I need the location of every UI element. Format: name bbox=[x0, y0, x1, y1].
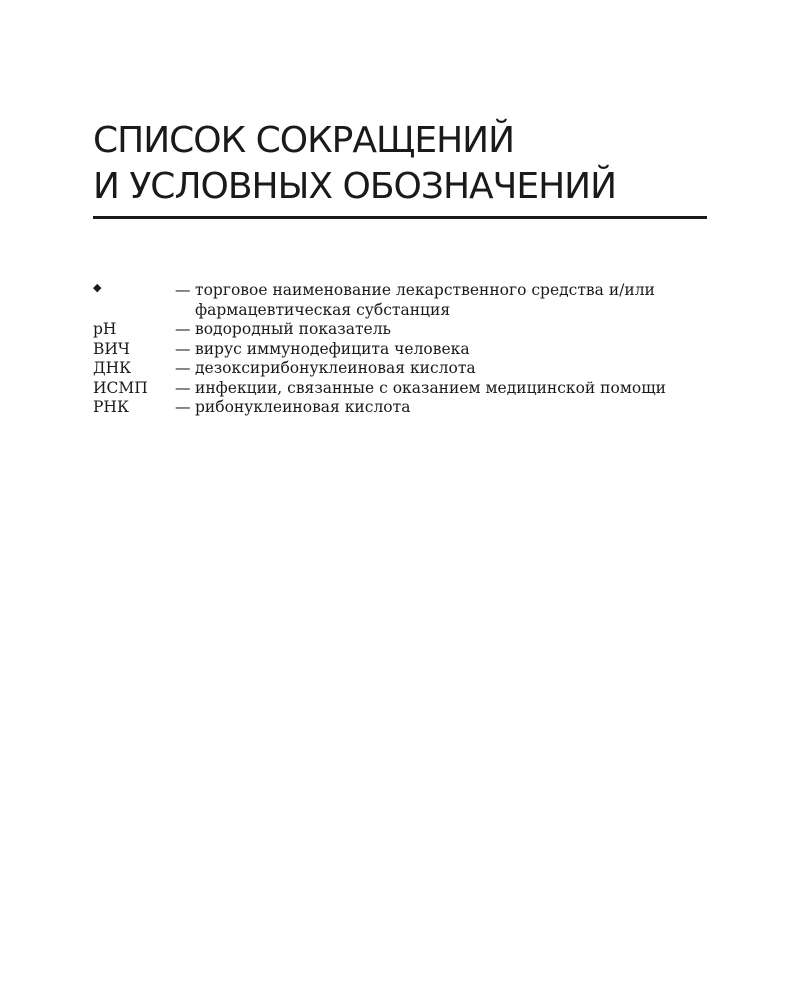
abbreviation-term: ИСМП bbox=[93, 378, 148, 397]
em-dash: — bbox=[175, 320, 191, 338]
abbreviation-term: РНК bbox=[93, 398, 129, 416]
page-title-line-2: И УСЛОВНЫХ ОБОЗНАЧЕНИЙ bbox=[93, 166, 616, 207]
abbreviation-definition bbox=[175, 281, 707, 320]
em-dash: — bbox=[175, 281, 191, 299]
abbreviation-row bbox=[93, 340, 707, 360]
em-dash: — bbox=[175, 339, 191, 358]
em-dash: — bbox=[175, 398, 191, 416]
abbreviation-row bbox=[93, 359, 707, 379]
definition-text: водородный показатель bbox=[195, 320, 391, 338]
page-title-line-1: СПИСОК СОКРАЩЕНИЙ bbox=[93, 120, 515, 161]
definition-text: торговое наименование лекарственного средства и/или фармацевтическая субстанция bbox=[195, 281, 655, 319]
page-title bbox=[93, 118, 707, 210]
title-underline bbox=[93, 216, 707, 219]
abbreviation-definition bbox=[175, 379, 707, 399]
abbreviation-term: ВИЧ bbox=[93, 339, 130, 358]
abbreviation-list bbox=[93, 281, 707, 418]
abbreviation-row bbox=[93, 379, 707, 399]
em-dash: — bbox=[175, 359, 191, 377]
definition-text: дезоксирибонуклеиновая кислота bbox=[195, 359, 476, 377]
definition-text: рибонуклеиновая кислота bbox=[195, 398, 411, 416]
abbreviation-row bbox=[93, 398, 707, 418]
abbreviation-term: рН bbox=[93, 320, 117, 338]
em-dash: — bbox=[175, 378, 191, 397]
abbreviation-row bbox=[93, 281, 707, 320]
abbreviation-term-diamond-icon: ◆ bbox=[93, 281, 102, 294]
abbreviation-row bbox=[93, 320, 707, 340]
document-page bbox=[93, 118, 707, 418]
abbreviation-definition bbox=[175, 398, 707, 418]
definition-text: вирус иммунодефицита человека bbox=[195, 339, 470, 358]
abbreviation-definition bbox=[175, 340, 707, 360]
abbreviation-term: ДНК bbox=[93, 359, 132, 377]
abbreviation-definition bbox=[175, 320, 707, 340]
definition-text: инфекции, связанные с оказанием медицинской помощи bbox=[195, 378, 666, 397]
abbreviation-definition bbox=[175, 359, 707, 379]
